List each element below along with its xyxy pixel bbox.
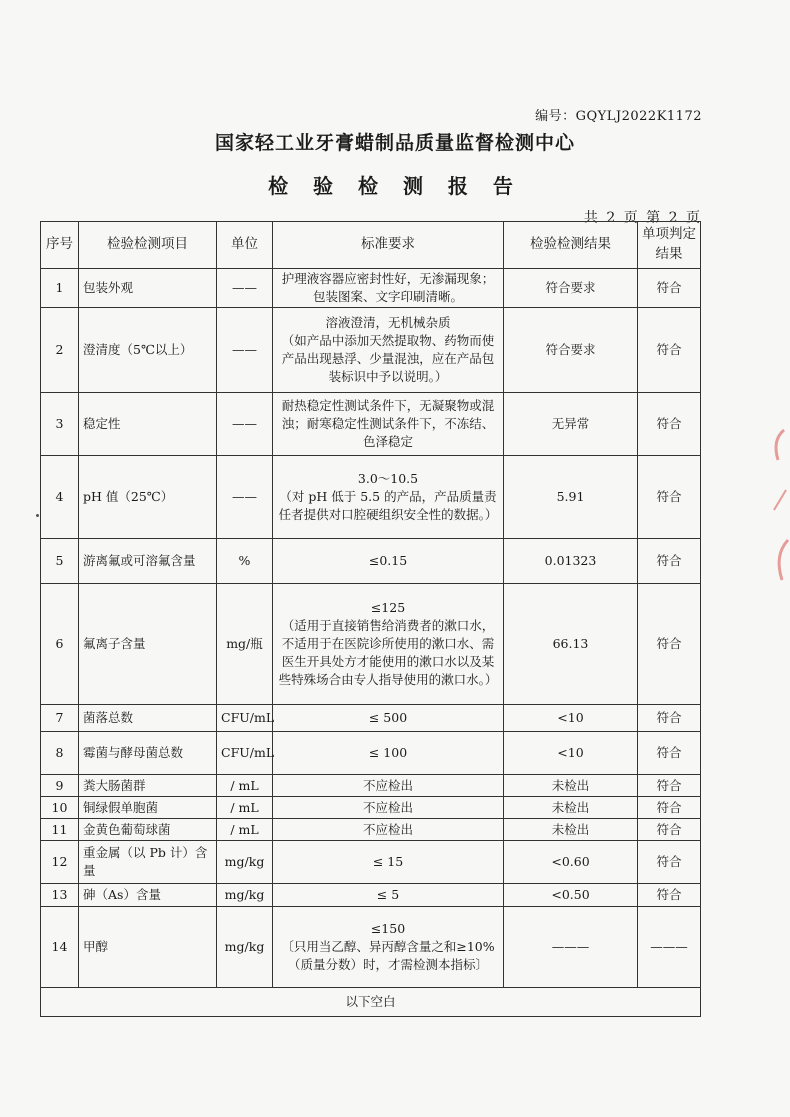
cell-result: ———	[504, 907, 638, 988]
cell-unit: mg/kg	[217, 884, 273, 907]
cell-no: 14	[41, 907, 79, 988]
cell-unit: CFU/mL	[217, 705, 273, 732]
cell-standard: 不应检出	[273, 819, 504, 841]
cell-no: 8	[41, 732, 79, 775]
cell-no: 6	[41, 584, 79, 705]
cell-result: 符合要求	[504, 269, 638, 308]
scan-speck	[36, 514, 39, 517]
cell-verdict: 符合	[638, 393, 701, 456]
cell-item: pH 值（25℃）	[79, 456, 217, 539]
cell-verdict: 符合	[638, 841, 701, 884]
cell-unit: / mL	[217, 819, 273, 841]
header-unit: 单位	[217, 222, 273, 269]
cell-item: 铜绿假单胞菌	[79, 797, 217, 819]
cell-standard: ≤150 〔只用当乙醇、异丙醇含量之和≥10%（质量分数）时，才需检测本指标〕	[273, 907, 504, 988]
cell-unit: ——	[217, 308, 273, 393]
cell-no: 10	[41, 797, 79, 819]
stamp-stroke-3	[779, 540, 788, 580]
cell-verdict: ———	[638, 907, 701, 988]
inspection-table	[40, 221, 701, 1017]
cell-no: 7	[41, 705, 79, 732]
cell-verdict: 符合	[638, 884, 701, 907]
table-row	[41, 269, 701, 308]
cell-result: <0.60	[504, 841, 638, 884]
cell-no: 12	[41, 841, 79, 884]
report-number: 编号：GQYLJ2022K1172	[535, 109, 702, 124]
cell-item: 重金属（以 Pb 计）含量	[79, 841, 217, 884]
cell-result: 5.91	[504, 456, 638, 539]
cell-no: 9	[41, 775, 79, 797]
cell-unit: CFU/mL	[217, 732, 273, 775]
cell-no: 11	[41, 819, 79, 841]
table-header-row	[41, 222, 701, 269]
cell-standard: ≤ 100	[273, 732, 504, 775]
cell-unit: ——	[217, 269, 273, 308]
header-verdict: 单项判定结果	[638, 222, 701, 269]
cell-no: 5	[41, 539, 79, 584]
cell-verdict: 符合	[638, 269, 701, 308]
cell-verdict: 符合	[638, 819, 701, 841]
cell-standard: ≤ 5	[273, 884, 504, 907]
cell-unit: / mL	[217, 797, 273, 819]
header-result: 检验检测结果	[504, 222, 638, 269]
table-row	[41, 584, 701, 705]
cell-verdict: 符合	[638, 775, 701, 797]
cell-item: 甲醇	[79, 907, 217, 988]
cell-item: 金黄色葡萄球菌	[79, 819, 217, 841]
cell-result: 66.13	[504, 584, 638, 705]
cell-standard: ≤ 500	[273, 705, 504, 732]
cell-item: 包装外观	[79, 269, 217, 308]
cell-no: 3	[41, 393, 79, 456]
cell-unit: / mL	[217, 775, 273, 797]
cell-result: <10	[504, 732, 638, 775]
table-row	[41, 841, 701, 884]
cell-standard: ≤0.15	[273, 539, 504, 584]
table-row	[41, 907, 701, 988]
report-title: 检 验 检 测 报 告	[268, 174, 522, 198]
table-row	[41, 819, 701, 841]
cell-verdict: 符合	[638, 584, 701, 705]
cell-standard: ≤125 （适用于直接销售给消费者的漱口水，不适用于在医院诊所使用的漱口水、需医生开具处方才能使用的漱口水以及某些特殊场合由专人指导使用的漱口水。）	[273, 584, 504, 705]
cell-verdict: 符合	[638, 705, 701, 732]
cell-no: 4	[41, 456, 79, 539]
cell-item: 霉菌与酵母菌总数	[79, 732, 217, 775]
cell-verdict: 符合	[638, 456, 701, 539]
cell-verdict: 符合	[638, 539, 701, 584]
table-row	[41, 797, 701, 819]
page-count: 共 2 页 第 2 页	[583, 210, 702, 226]
stamp-stroke-2	[774, 490, 786, 510]
cell-item: 氟离子含量	[79, 584, 217, 705]
stamp-stroke-1	[776, 430, 784, 460]
header-standard: 标准要求	[273, 222, 504, 269]
table-row	[41, 393, 701, 456]
cell-item: 菌落总数	[79, 705, 217, 732]
cell-unit: ——	[217, 393, 273, 456]
cell-standard: 护理液容器应密封性好，无渗漏现象；包装图案、文字印刷清晰。	[273, 269, 504, 308]
cell-standard: 耐热稳定性测试条件下，无凝聚物或混浊；耐寒稳定性测试条件下，不冻结、色泽稳定	[273, 393, 504, 456]
cell-result: 未检出	[504, 819, 638, 841]
table-row	[41, 775, 701, 797]
cell-result: 0.01323	[504, 539, 638, 584]
stamp-edge-mark	[764, 420, 790, 590]
cell-unit: mg/kg	[217, 907, 273, 988]
table-row	[41, 884, 701, 907]
cell-verdict: 符合	[638, 797, 701, 819]
blank-below-note: 以下空白	[41, 988, 701, 1017]
header-no: 序号	[41, 222, 79, 269]
cell-item: 粪大肠菌群	[79, 775, 217, 797]
footer-row	[41, 988, 701, 1017]
center-name: 国家轻工业牙膏蜡制品质量监督检测中心	[214, 132, 575, 154]
cell-item: 稳定性	[79, 393, 217, 456]
cell-standard: 溶液澄清，无机械杂质 （如产品中添加天然提取物、药物而使产品出现悬浮、少量混浊，应在产品包装标识中予以说明。）	[273, 308, 504, 393]
header-item: 检验检测项目	[79, 222, 217, 269]
cell-unit: mg/kg	[217, 841, 273, 884]
cell-standard: 不应检出	[273, 797, 504, 819]
table-row	[41, 539, 701, 584]
cell-result: 未检出	[504, 775, 638, 797]
cell-result: <0.50	[504, 884, 638, 907]
table-row	[41, 308, 701, 393]
cell-unit: ——	[217, 456, 273, 539]
table-row	[41, 732, 701, 775]
cell-item: 砷（As）含量	[79, 884, 217, 907]
cell-result: 符合要求	[504, 308, 638, 393]
cell-result: 未检出	[504, 797, 638, 819]
cell-standard: 3.0～10.5 （对 pH 低于 5.5 的产品，产品质量责任者提供对口腔硬组织安全性的数据。）	[273, 456, 504, 539]
cell-verdict: 符合	[638, 308, 701, 393]
cell-result: 无异常	[504, 393, 638, 456]
cell-item: 游离氟或可溶氟含量	[79, 539, 217, 584]
cell-no: 2	[41, 308, 79, 393]
cell-result: <10	[504, 705, 638, 732]
cell-no: 1	[41, 269, 79, 308]
table-row	[41, 705, 701, 732]
cell-unit: %	[217, 539, 273, 584]
cell-item: 澄清度（5℃以上）	[79, 308, 217, 393]
cell-standard: 不应检出	[273, 775, 504, 797]
cell-no: 13	[41, 884, 79, 907]
cell-verdict: 符合	[638, 732, 701, 775]
table-row	[41, 456, 701, 539]
cell-unit: mg/瓶	[217, 584, 273, 705]
cell-standard: ≤ 15	[273, 841, 504, 884]
